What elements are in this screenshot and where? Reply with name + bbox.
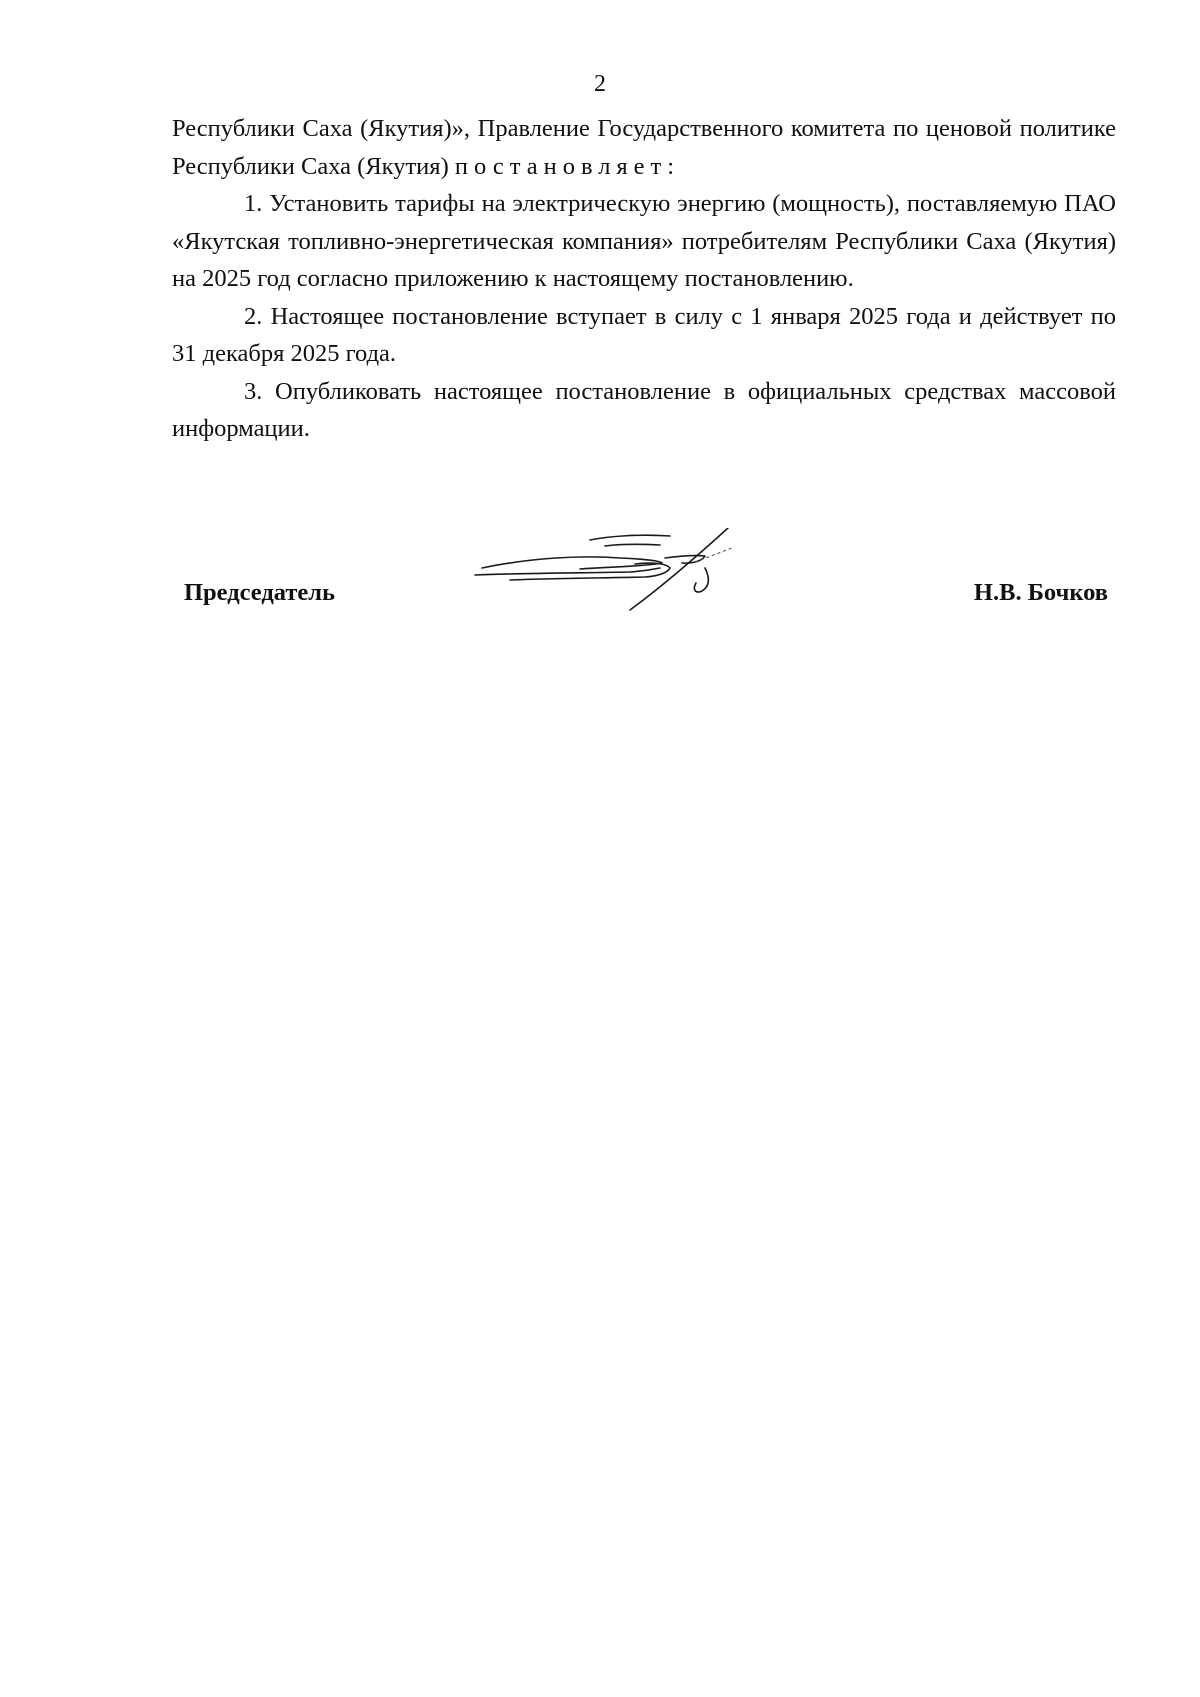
item-3-paragraph: 3. Опубликовать настоящее постановление в официальных средствах массовой информации. xyxy=(172,377,1116,442)
intro-text: Республики Саха (Якутия)», Правление Государственного комитета по ценовой политике Республики Саха (Якутия) xyxy=(172,115,1116,180)
document-body xyxy=(172,110,1116,448)
signatory-role: Председатель xyxy=(184,579,335,606)
page-number: 2 xyxy=(594,71,606,97)
intro-paragraph xyxy=(172,110,1116,185)
item-2-paragraph: 2. Настоящее постановление вступает в силу с 1 января 2025 года и действует по 31 декабря 2025 года. xyxy=(172,302,1116,367)
signature-block xyxy=(0,528,1200,648)
handwritten-signature xyxy=(470,528,790,638)
item-1-paragraph: 1. Установить тарифы на электрическую энергию (мощность), поставляемую ПАО «Якутская топливно-энергетическая компания» потребителям Республики Саха (Якутия) на 2025 год согласно приложению к настоящему постановлению. xyxy=(172,190,1116,292)
resolves-word: постановляет: xyxy=(454,152,681,180)
signatory-name: Н.В. Бочков xyxy=(973,579,1108,606)
